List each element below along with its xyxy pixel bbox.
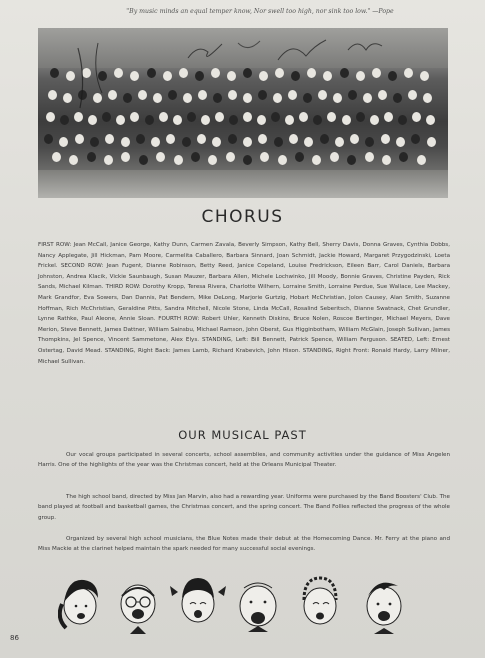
- paragraph-vocal-groups: Our vocal groups participated in several concerts, school assemblies, and community activities under the guidance of Miss Angelen Harris. One of the highlights of the year was the Christmas concert, held at the Orleans Municipal Theater.: [38, 452, 450, 469]
- singing-girl-face-1-icon: [60, 580, 98, 628]
- paragraph-band: The high school band, directed by Miss Jan Marvin, also had a rewarding year. Uniforms were purchased by the Band Boosters' Club. The band played at football and basketball games, the Christmas concert, and the spring concert. The Band Follies reflected the progress of the whole group.: [38, 494, 450, 521]
- singing-boy-glasses-face-icon: [121, 585, 155, 634]
- singing-faces-illustration: [58, 568, 438, 638]
- singing-girl-face-3-icon: [304, 578, 336, 624]
- singing-boy-face-icon: [367, 583, 401, 634]
- musical-past-heading: OUR MUSICAL PAST: [178, 428, 307, 442]
- page-number: 86: [10, 634, 19, 642]
- singing-man-face-icon: [240, 583, 276, 632]
- pope-quote: "By music minds an equal temper know, Nor swell too high, nor sink too low." —Pope: [126, 8, 394, 15]
- autograph-scribbles: [38, 28, 448, 198]
- paragraph-blue-notes: Organized by several high school musicians, the Blue Notes made their debut at the Homecoming Dance. Mr. Ferry at the piano and Miss Mackie at the clarinet helped maintain the spark needed for many successful social evenings.: [38, 536, 450, 553]
- chorus-member-names: FIRST ROW: Jean McCall, Janice George, Kathy Dunn, Carmen Zavala, Beverly Simpson, Kathy Bell, Sherry Davis, Donna Graves, Cynthia Dobbs, Nancy Applegate, Jill Hickman, Pam Moore, Carmelita Caballero, Barbara Sinnard, Joan Schmidt, Jackie Howard, Margaret Przygodzinski, Loeta Frickel. SECOND ROW: Jean Fugent, Dianne Robinson, Betty Reed, Janice Copeland, Louise Fredrickson, Eileen Barr, Carol Daniels, Barbara Johnston, Andrea Klacik, Vickie Saunbaugh, Susan Mauzer, Barbara Allen, Michele Lochwinko, Jill Moody, Bonnie Graves, Christine Payden, Rick Sands, Michael Kilman. THIRD ROW: Dorothy Kropp, Teresa Rivera, Charlotte Wilhern, Lorraine Smith, Lorraine Perdue, Sue Wallace, Lee Mackey, Mark Grandfor, Eva Sowers, Dan Dannis, Pat Bendern, Mike DeLong, Marjorie Gurtzig, Hobart McChristian, Jolon Causey, Alan Smith, Suzanne Hoffman, Rich McChristian, Geraldine Pitts, Sandra Mitchell, Nicole Stone, Linda McCall, Rosalind Seberitsch, Dianne Swatnack, Chet Grundler, Lynne Rathke, Paul Aleone, Annie Sloan. FOURTH ROW: Robert Uhler, Kenneth Diskins, Bruce Nolen, Roscoe Bertinger, Michael Meyers, Dave Merion, Steve Bennett, James Dattner, William Sainsbu, Michael Ramson, John Oberst, Gus Higginbotham, William McGlain, Joseph Sullivan, James Thompkins, Jel Spence, Vincent Sammetone, Alex Elys. STANDING, Left: Bill Bennett, Patrick Spence, William Ferguson. SEATED, Left: Ernest Ostertag, David Mead. STANDING, Right Back: James Lamb, Richard Krabevich, John Hixon. STANDING, Right Front: Ronald Hardy, Larry Milner, Michael Sullivan.: [38, 242, 450, 365]
- chorus-group-photo: [38, 28, 448, 198]
- singing-girl-face-2-icon: [170, 578, 226, 622]
- chorus-title: CHORUS: [201, 207, 284, 227]
